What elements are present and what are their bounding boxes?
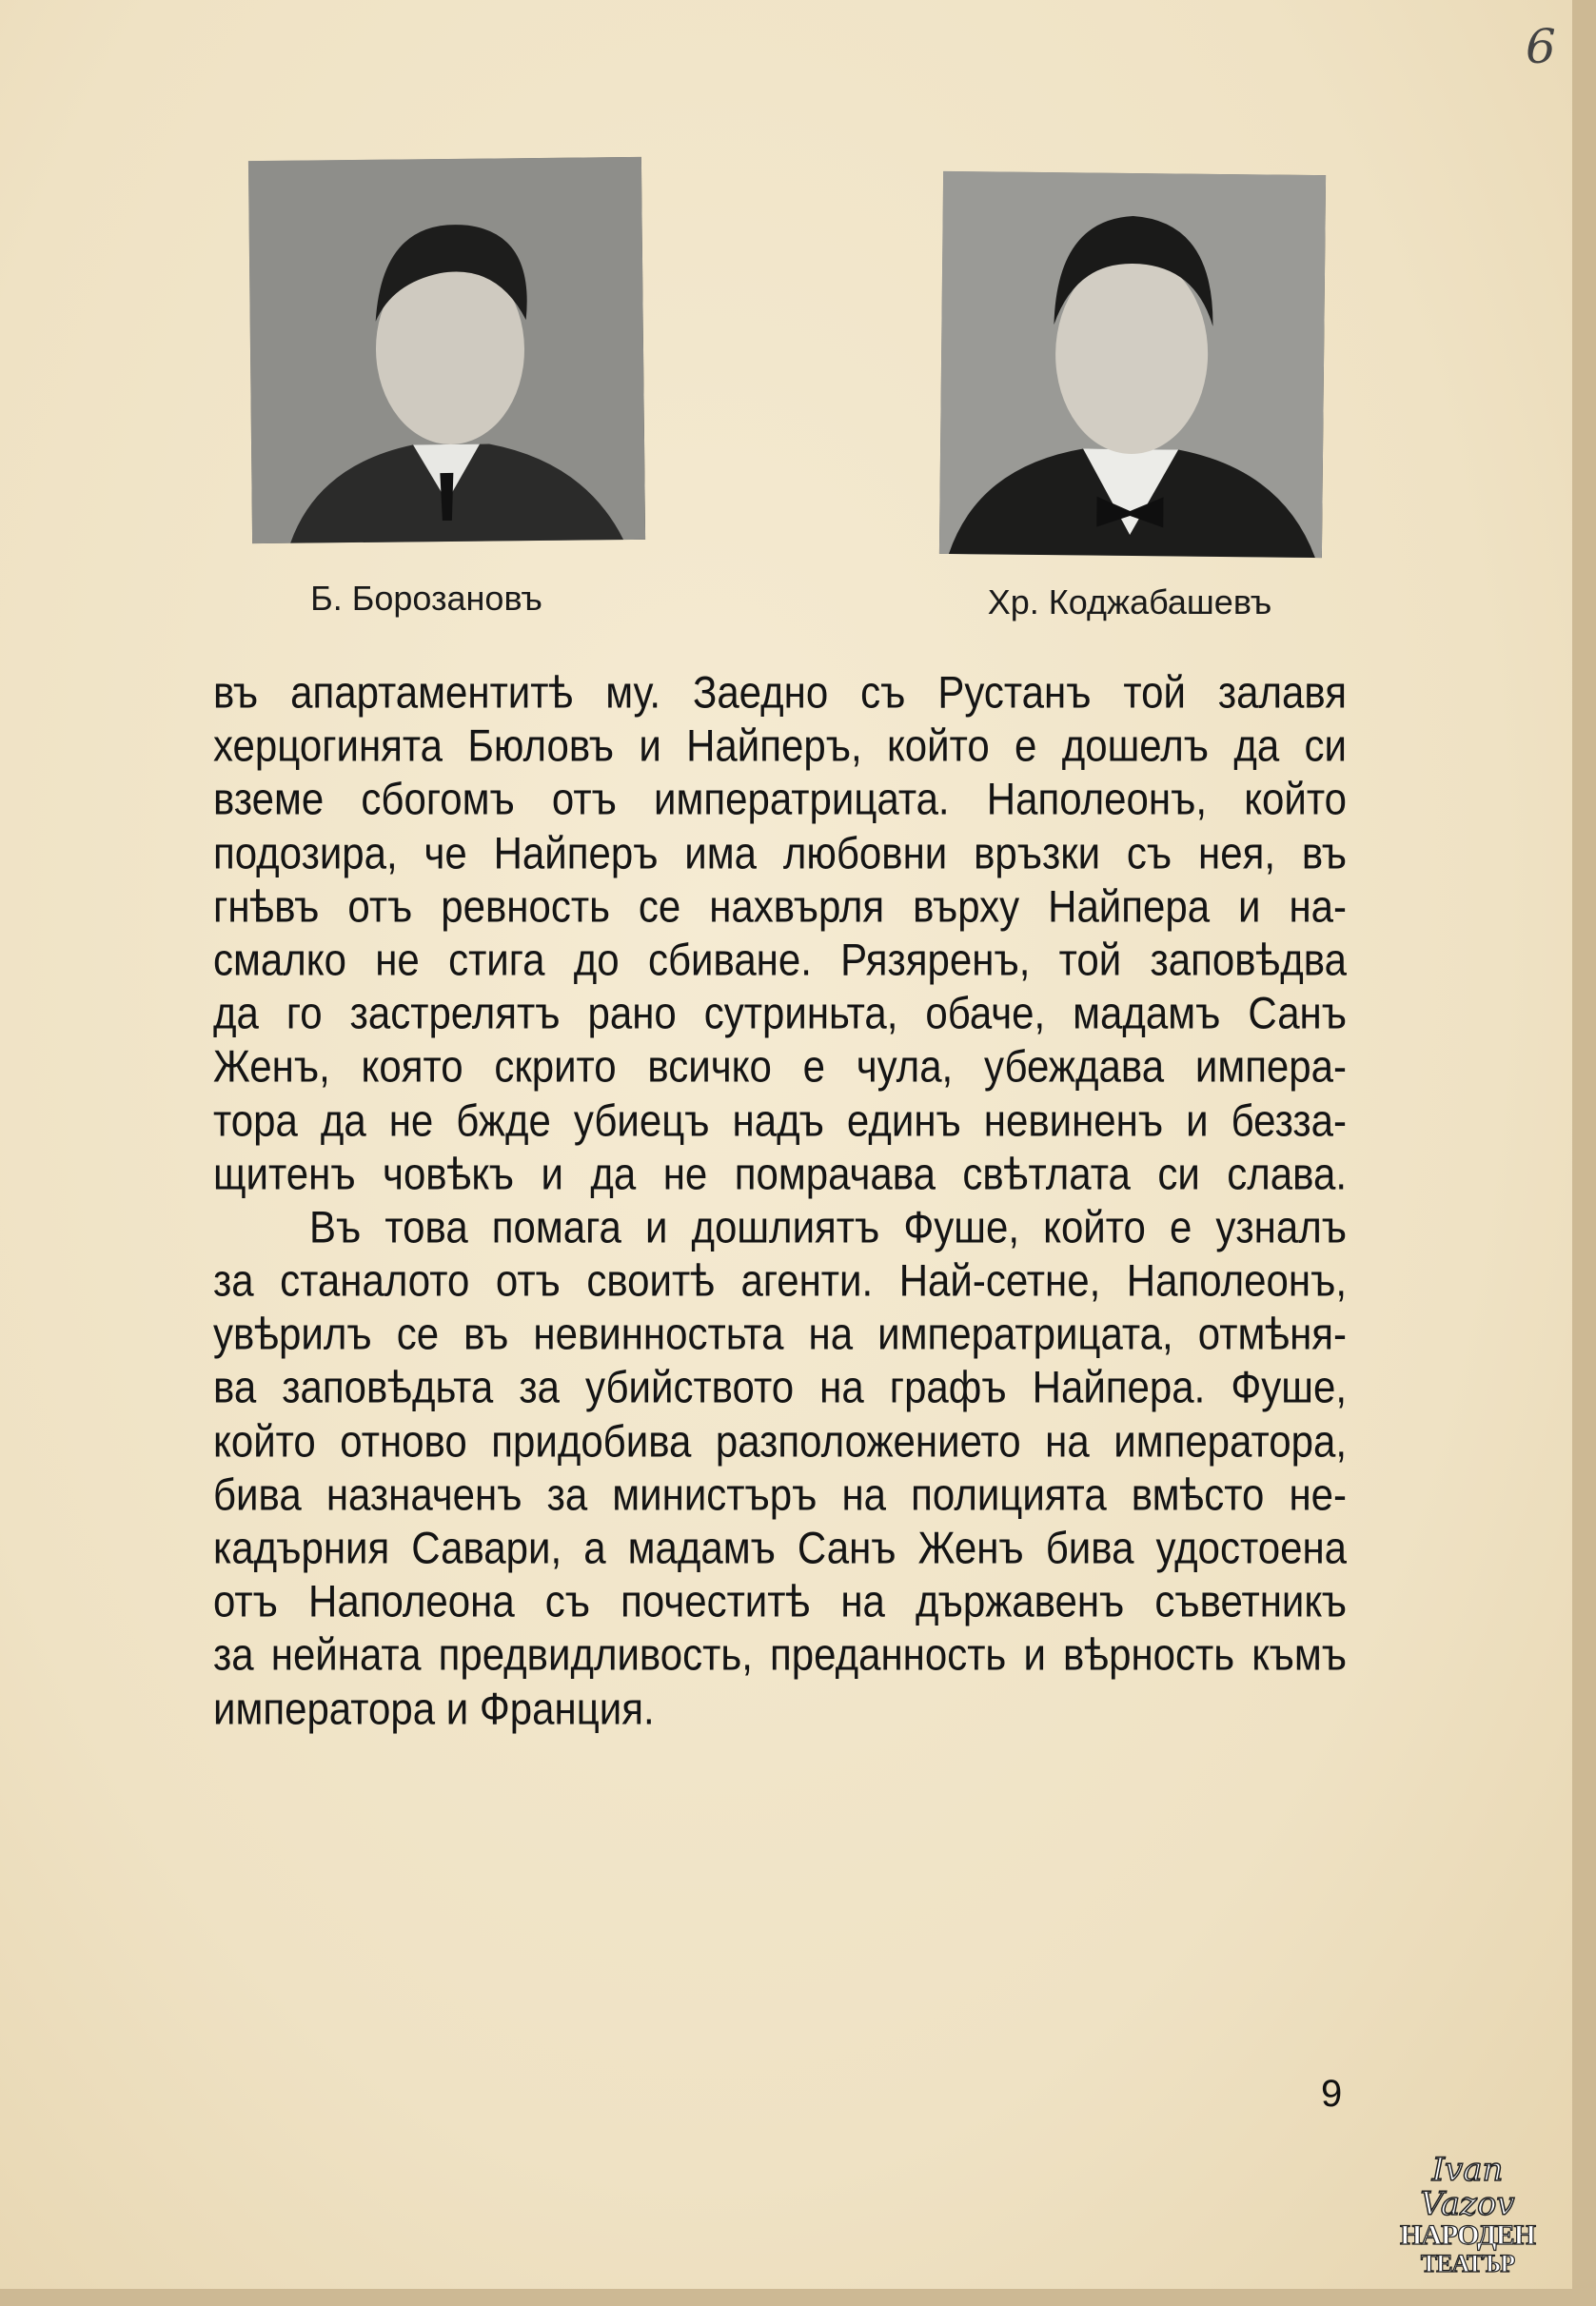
text-line: увѣрилъ се въ невинностьта на императрицата, отмѣня- (213, 1309, 1347, 1359)
logo-signature: Ivan Vazov (1420, 2151, 1515, 2223)
text-line: бива назначенъ за министъръ на полицията вмѣсто не- (213, 1468, 1347, 1520)
national-theatre-logo (1382, 2153, 1553, 2278)
text-line: въ апартаментитѣ му. Заедно съ Рустанъ той залавя (213, 667, 1347, 718)
text-line: Женъ, която скрито всичко е чула, убеждава импера- (213, 1041, 1347, 1093)
text-line: за станалото отъ своитѣ агенти. Най-сетне, Наполеонъ, (213, 1255, 1347, 1306)
text-line: подозира, че Найперъ има любовни връзки съ нея, въ (213, 827, 1347, 878)
handwritten-page-mark: 6 (1526, 19, 1556, 74)
logo-line-1: НАРОДЕН (1400, 2219, 1535, 2251)
text-line: херцогинята Бюловъ и Найперъ, който е дошелъ да си (213, 720, 1347, 771)
text-line: кадърния Савари, а мадамъ Санъ Женъ бива удостоена (213, 1523, 1347, 1573)
body-text (213, 666, 1347, 1736)
text-line: щитенъ човѣкъ и да не помрачава свѣтлата си слава. (213, 1148, 1347, 1199)
page-number: 9 (1321, 2073, 1343, 2115)
text-line: който отново придобива разположението на императора, (213, 1415, 1347, 1467)
photo-caption-borozanov: Б. Борозановъ (310, 579, 542, 618)
text-line: гнѣвъ отъ ревность се нахвърля върху Найпера и на- (213, 880, 1347, 932)
text-line: отъ Наполеона съ почеститѣ на държавенъ съветникъ (213, 1576, 1347, 1626)
photo-caption-kodzhabashev: Хр. Коджабашевъ (987, 582, 1272, 621)
portrait-image (248, 157, 645, 543)
text-line: за нейната предвидливость, преданность и вѣрность къмъ (213, 1629, 1347, 1681)
text-line: Въ това помага и дошлиятъ Фуше, който е узналъ (309, 1201, 1347, 1252)
text-line: да го застрелятъ рано сутриньта, обаче, мадамъ Санъ (213, 988, 1347, 1038)
text-line: ва заповѣдьта за убийството на графъ Найпера. Фуше, (213, 1362, 1347, 1413)
text-line: вземе сбогомъ отъ императрицата. Наполеонъ, който (213, 774, 1347, 825)
portrait-photo-borozanov (248, 157, 645, 543)
logo-line-2: ТЕАТЪР (1420, 2250, 1515, 2277)
portrait-photo-kodzhabashev (939, 171, 1326, 558)
text-line: смалко не стига до сбиване. Рязяренъ, той заповѣдва (213, 935, 1347, 985)
text-line: тора да не бжде убиецъ надъ единъ невиненъ и безза- (213, 1094, 1347, 1146)
portrait-image (939, 171, 1326, 558)
text-line: императора и Франция. (213, 1683, 655, 1734)
